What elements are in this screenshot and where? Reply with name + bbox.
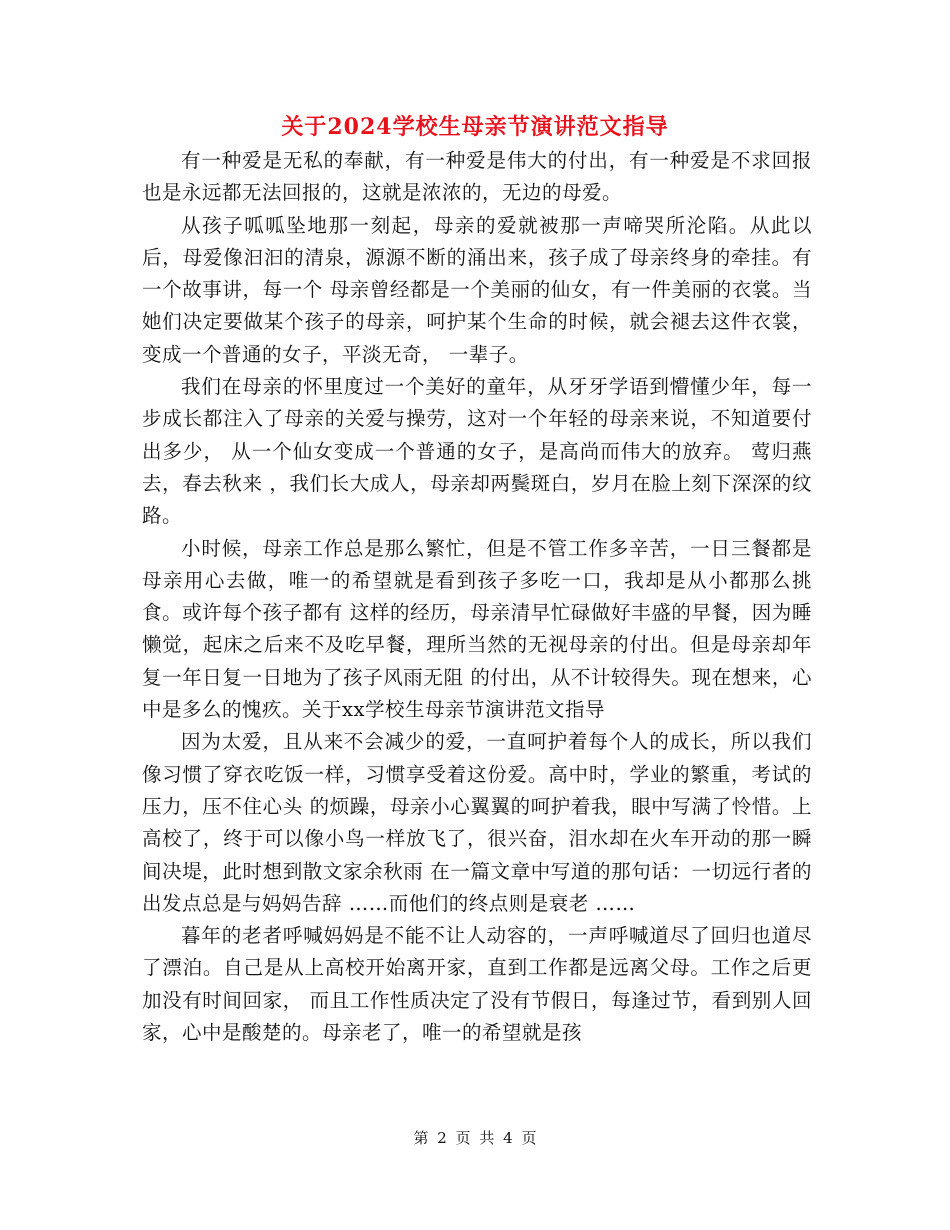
paragraph: 我们在母亲的怀里度过一个美好的童年，从牙牙学语到懵懂少年，每一步成长都注入了母亲的关爱与操劳，这对一个年轻的母亲来说，不知道要付出多少， 从一个仙女变成一个普通的女子，是高尚而伟大的放弃。 莺归燕去，春去秋来 ，我们长大成人，母亲却两鬓斑白，岁月在脸上刻下深深的纹路。 bbox=[142, 375, 812, 528]
page-number: 第 2 页 共 4 页 bbox=[413, 1129, 537, 1147]
document-body bbox=[142, 145, 812, 1049]
paragraph: 暮年的老者呼喊妈妈是不能不让人动容的，一声呼喊道尽了回归也道尽了漂泊。自己是从上高校开始离开家，直到工作都是远离父母。工作之后更加没有时间回家， 而且工作性质决定了没有节假日，每逢过节，看到别人回家，心中是酸楚的。母亲老了，唯一的希望就是孩 bbox=[142, 924, 812, 1045]
paragraph: 小时候，母亲工作总是那么繁忙，但是不管工作多辛苦，一日三餐都是母亲用心去做，唯一的希望就是看到孩子多吃一口，我却是从小都那么挑食。或许每个孩子都有 这样的经历，母亲清早忙碌做好丰盛的早餐，因为睡懒觉，起床之后来不及吃早餐，理所当然的无视母亲的付出。但是母亲却年复一年日复一日地为了孩子风雨无阻 的付出，从不计较得失。现在想来，心中是多么的愧疚。关于xx学校生母亲节演讲范文指导 bbox=[142, 536, 812, 722]
paragraph: 有一种爱是无私的奉献，有一种爱是伟大的付出，有一种爱是不求回报也是永远都无法回报的，这就是浓浓的，无边的母爱。 bbox=[142, 149, 812, 205]
document-title: 关于2024学校生母亲节演讲范文指导 bbox=[281, 114, 669, 140]
paragraph: 因为太爱，且从来不会减少的爱，一直呵护着每个人的成长，所以我们像习惯了穿衣吃饭一样，习惯享受着这份爱。高中时，学业的繁重，考试的压力，压不住心头 的烦躁，母亲小心翼翼的呵护着我，眼中写满了怜惜。上高校了，终于可以像小鸟一样放飞了，很兴奋，泪水却在火车开动的那一瞬间决堤，此时想到散文家余秋雨 在一篇文章中写道的那句话：一切远行者的出发点总是与妈妈告辞 ……而他们的终点则是衰老 …… bbox=[142, 730, 812, 915]
paragraph: 从孩子呱呱坠地那一刻起，母亲的爱就被那一声啼哭所沦陷。从此以后，母爱像汩汩的清泉，源源不断的涌出来，孩子成了母亲终身的牵挂。有一个故事讲，每一个 母亲曾经都是一个美丽的仙女，有一件美丽的衣裳。当她们决定要做某个孩子的母亲，呵护某个生命的时候，就会褪去这件衣裳，变成一个普通的女子，平淡无奇， 一辈子。 bbox=[142, 213, 812, 366]
